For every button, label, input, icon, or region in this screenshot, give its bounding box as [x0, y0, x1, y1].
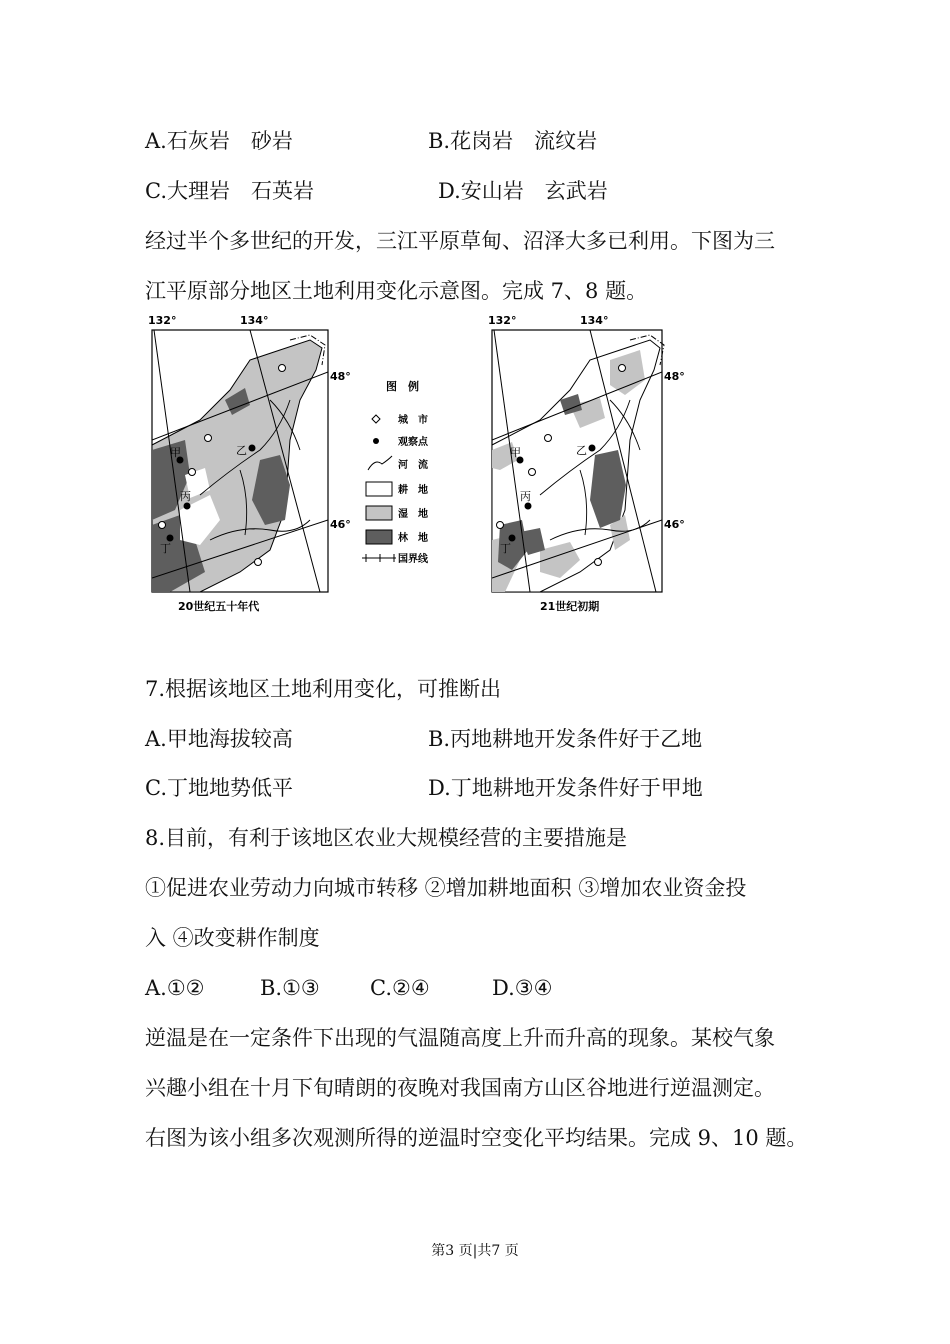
map-2000s — [488, 314, 685, 613]
legend-river: 河 流 — [398, 460, 428, 471]
city-marker — [189, 469, 196, 476]
city-marker — [159, 522, 166, 529]
city-marker — [497, 522, 504, 529]
city-marker — [255, 559, 262, 566]
forest-swatch — [366, 530, 392, 544]
legend-city: 城 市 — [398, 415, 428, 426]
q7-option-c: C.丁地地势低平 — [145, 776, 293, 800]
wetland-swatch — [366, 506, 392, 520]
label-bing: 丙 — [180, 490, 191, 503]
legend-forest: 林 地 — [398, 533, 428, 544]
map-1950s — [148, 314, 351, 613]
q8-option-b: B.①③ — [260, 976, 320, 1000]
station-ding — [509, 535, 516, 542]
label-yi: 乙 — [236, 444, 247, 457]
lat-label-46: 46° — [330, 518, 351, 531]
legend-farmland: 耕 地 — [398, 485, 428, 496]
q8-option-c: C.②④ — [370, 976, 430, 1000]
city-marker — [205, 435, 212, 442]
lon-label-132: 132° — [148, 314, 177, 327]
station-yi — [589, 445, 596, 452]
label-jia: 甲 — [510, 446, 521, 459]
city-marker — [529, 469, 536, 476]
label-yi: 乙 — [576, 444, 587, 457]
q8-stem: 8.目前，有利于该地区农业大规模经营的主要措施是 — [145, 826, 628, 850]
intro-7-8-line-2: 江平原部分地区土地利用变化示意图。完成 7、8 题。 — [145, 279, 648, 303]
legend-border: 国界线 — [398, 554, 428, 565]
q7-option-b: B.丙地耕地开发条件好于乙地 — [428, 727, 703, 751]
city-icon — [372, 415, 380, 423]
lat-label-48: 48° — [664, 370, 685, 383]
label-jia: 甲 — [170, 446, 181, 459]
q7-option-d: D.丁地耕地开发条件好于甲地 — [428, 776, 703, 800]
intro-7-8-line-1: 经过半个多世纪的开发，三江平原草甸、沼泽大多已利用。下图为三 — [145, 229, 775, 253]
legend-station: 观察点 — [398, 437, 428, 448]
city-marker — [619, 365, 626, 372]
intro-9-10-line-1: 逆温是在一定条件下出现的气温随高度上升而升高的现象。某校气象 — [145, 1026, 775, 1050]
map-caption-1950s: 20世纪五十年代 — [178, 600, 260, 613]
river-icon — [368, 456, 392, 470]
land-use-figure — [140, 310, 685, 620]
city-marker — [279, 365, 286, 372]
q7-option-a: A.甲地海拔较高 — [145, 727, 293, 751]
lon-label-134: 134° — [580, 314, 609, 327]
station-ding — [167, 535, 174, 542]
station-yi — [249, 445, 256, 452]
farmland-swatch — [366, 482, 392, 496]
legend-wetland: 湿 地 — [398, 509, 428, 520]
map-caption-2000s: 21世纪初期 — [540, 600, 600, 613]
q8-option-d: D.③④ — [492, 976, 553, 1000]
map-legend — [362, 379, 429, 565]
q6-option-b: B.花岗岩 流纹岩 — [428, 129, 598, 153]
station-bing — [184, 503, 191, 510]
q6-option-a: A.石灰岩 砂岩 — [145, 129, 293, 153]
label-ding: 丁 — [160, 542, 171, 555]
border-icon — [362, 554, 396, 562]
intro-9-10-line-3: 右图为该小组多次观测所得的逆温时空变化平均结果。完成 9、10 题。 — [145, 1126, 808, 1150]
lon-label-132: 132° — [488, 314, 517, 327]
label-ding: 丁 — [500, 542, 511, 555]
q7-stem: 7.根据该地区土地利用变化，可推断出 — [145, 677, 502, 701]
q6-option-d: D.安山岩 玄武岩 — [438, 179, 608, 203]
lat-label-46: 46° — [664, 518, 685, 531]
label-bing: 丙 — [520, 490, 531, 503]
q8-option-a: A.①② — [145, 976, 205, 1000]
q6-option-c: C.大理岩 石英岩 — [145, 179, 314, 203]
lat-label-48: 48° — [330, 370, 351, 383]
lon-label-134: 134° — [240, 314, 269, 327]
intro-9-10-line-2: 兴趣小组在十月下旬晴朗的夜晚对我国南方山区谷地进行逆温测定。 — [145, 1076, 775, 1100]
q8-items-line-1: ①促进农业劳动力向城市转移 ②增加耕地面积 ③增加农业资金投 — [145, 876, 747, 900]
city-marker — [545, 435, 552, 442]
station-icon — [373, 438, 379, 444]
page-footer: 第3 页|共7 页 — [431, 1243, 519, 1259]
city-marker — [595, 559, 602, 566]
legend-title: 图 例 — [386, 380, 419, 393]
q8-items-line-2: 入 ④改变耕作制度 — [145, 926, 320, 950]
station-bing — [525, 503, 532, 510]
